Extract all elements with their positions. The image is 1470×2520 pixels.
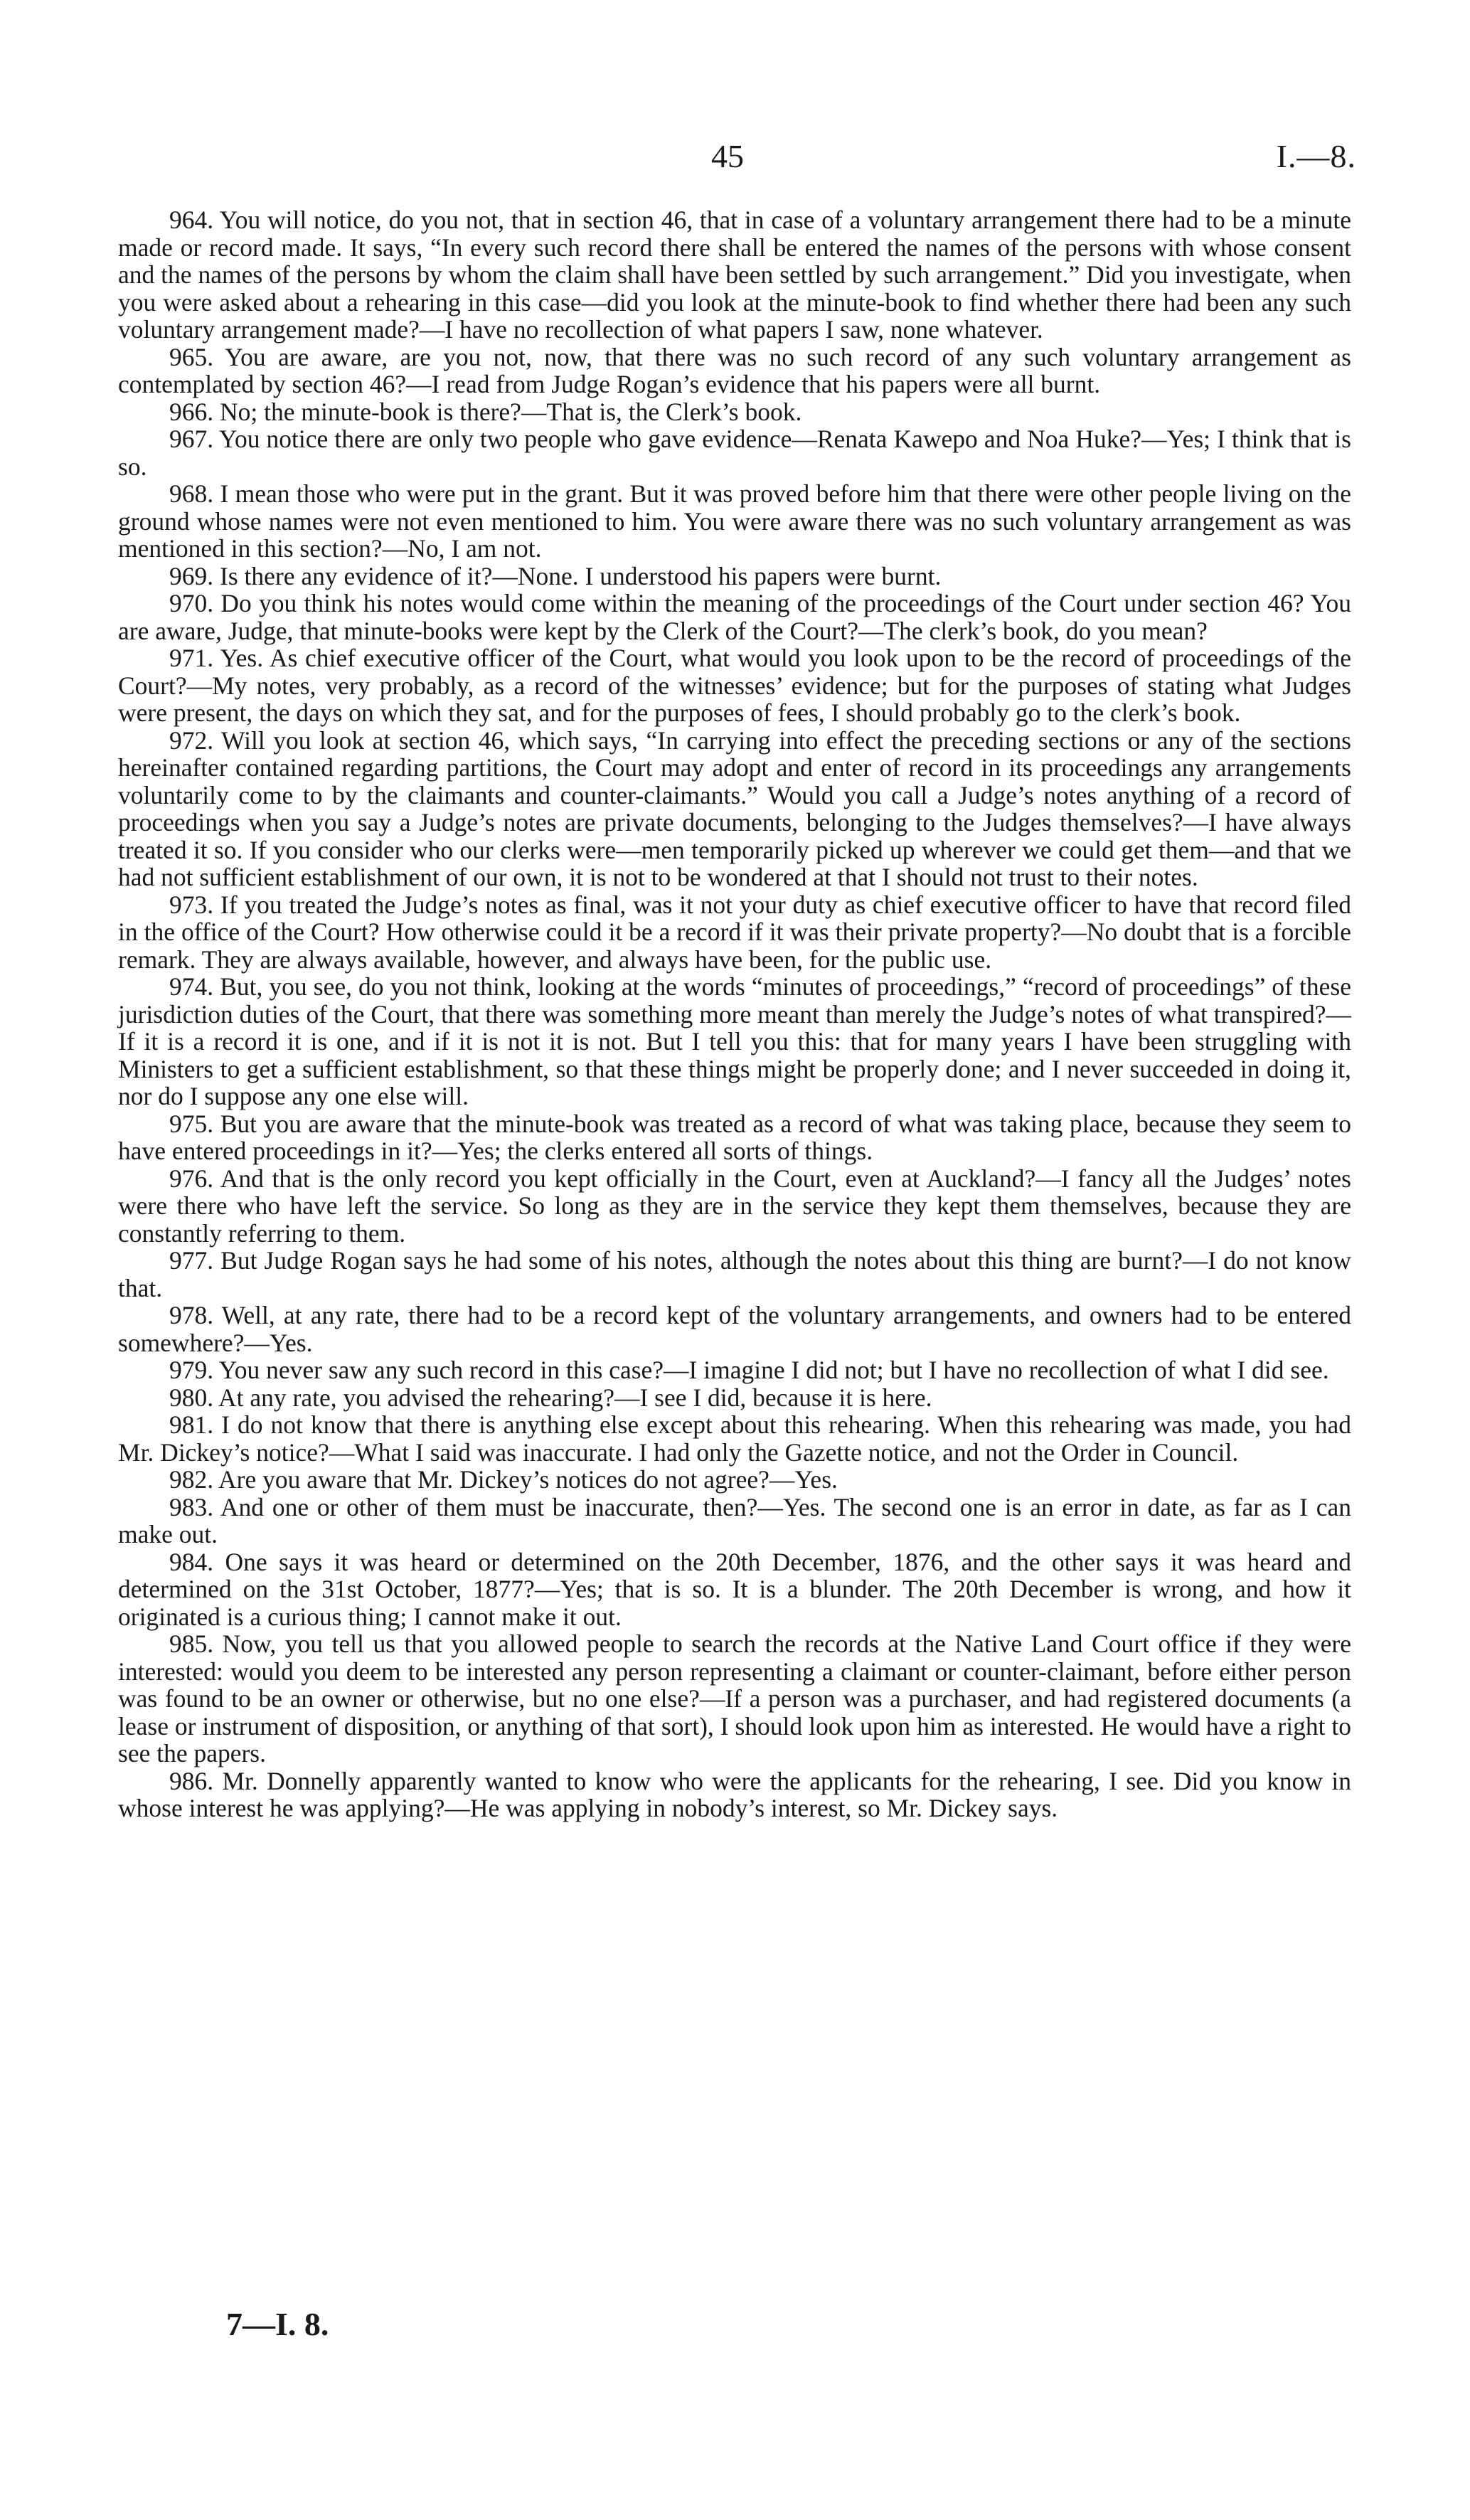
document-reference: I.—8. xyxy=(1276,138,1356,174)
paragraph-970: 970. Do you think his notes would come within the meaning of the proceedings of the Court under section 46? You are aware, Judge, that minute-books were kept by the Clerk of the Court?—The clerk’s book, do you mean? xyxy=(118,589,1351,645)
paragraph-985: 985. Now, you tell us that you allowed people to search the records at the Native Land Court office if they were interested: would you deem to be interested any person representing a claimant or counter-claimant, before either person was found to be an owner or otherwise, but no one else?—If a person was a purchaser, and had registered documents (a lease or instrument of disposition, or anything of that sort), I should look upon him as interested. He would have a right to see the papers. xyxy=(118,1630,1351,1767)
paragraph-983: 983. And one or other of them must be inaccurate, then?—Yes. The second one is an error in date, as far as I can make out. xyxy=(118,1492,1351,1548)
page-number: 45 xyxy=(711,138,744,174)
paragraph-979: 979. You never saw any such record in this case?—I imagine I did not; but I have no recollection of what I did see. xyxy=(169,1356,1329,1384)
paragraph-965: 965. You are aware, are you not, now, that there was no such record of any such voluntary arrangement as contemplated by section 46?—I read from Judge Rogan’s evidence that his papers were all burnt. xyxy=(118,342,1351,398)
paragraph-969: 969. Is there any evidence of it?—None. I understood his papers were burnt. xyxy=(169,561,942,590)
page-header xyxy=(0,135,1470,178)
paragraph-978: 978. Well, at any rate, there had to be a record kept of the voluntary arrangements, and owners had to be entered somewhere?—Yes. xyxy=(118,1301,1351,1357)
paragraph-974: 974. But, you see, do you not think, looking at the words “minutes of proceedings,” “record of proceedings” of these jurisdiction duties of the Court, that there was something more meant than merely the Judge’s notes of what transpired?—If it is a record it is one, and if it is not it is not. But I tell you this: that for many years I have been struggling with Ministers to get a sufficient establishment, so that these things might be properly done; and I never succeeded in doing it, nor do I suppose any one else will. xyxy=(118,972,1351,1110)
paragraph-967: 967. You notice there are only two people who gave evidence—Renata Kawepo and Noa Huke?—Yes; I think that is so. xyxy=(118,425,1351,481)
paragraph-984: 984. One says it was heard or determined on the 20th December, 1876, and the other says it was heard and determined on the 31st October, 1877?—Yes; that is so. It is a blunder. The 20th December is wrong, and how it originated is a curious thing; I cannot make it out. xyxy=(118,1547,1351,1631)
testimony-body xyxy=(118,206,1351,1822)
paragraph-968: 968. I mean those who were put in the grant. But it was proved before him that there were other people living on the ground whose names were not even mentioned to him. You were aware there was no such voluntary arrangement as was mentioned in this section?—No, I am not. xyxy=(118,479,1351,563)
paragraph-977: 977. But Judge Rogan says he had some of his notes, although the notes about this thing are burnt?—I do not know that. xyxy=(118,1246,1351,1302)
paragraph-972: 972. Will you look at section 46, which says, “In carrying into effect the preceding sections or any of the sections hereinafter contained regarding partitions, the Court may adopt and enter of record in its proceedings any arrangements voluntarily come to by the claimants and counter-claimants.” Would you call a Judge’s notes anything of a record of proceedings when you say a Judge’s notes are private documents, belonging to the Judges themselves?—I have always treated it so. If you consider who our clerks were—men temporarily picked up wherever we could get them—and that we had not sufficient establishment of our own, it is not to be wondered at that I should not trust to their notes. xyxy=(118,725,1351,891)
paragraph-964: 964. You will notice, do you not, that in section 46, that in case of a voluntary arrangement there had to be a minute made or record made. It says, “In every such record there shall be entered the names of the persons with whose consent and the names of the persons by whom the claim shall have been settled by such arrangement.” Did you investigate, when you were asked about a rehearing in this case—did you look at the minute-book to find whether there had been any such voluntary arrangement made?—I have no recollection of what papers I saw, none whatever. xyxy=(118,206,1351,344)
paragraph-980: 980. At any rate, you advised the rehearing?—I see I did, because it is here. xyxy=(169,1383,932,1412)
paragraph-982: 982. Are you aware that Mr. Dickey’s notices do not agree?—Yes. xyxy=(169,1465,838,1494)
paragraph-971: 971. Yes. As chief executive officer of the Court, what would you look upon to be the record of proceedings of the Court?—My notes, very probably, as a record of the witnesses’ evidence; but for the purposes of stating what Judges were present, the days on which they sat, and for the purposes of fees, I should probably go to the clerk’s book. xyxy=(118,644,1351,727)
paragraph-966: 966. No; the minute-book is there?—That is, the Clerk’s book. xyxy=(169,397,802,426)
paragraph-973: 973. If you treated the Judge’s notes as final, was it not your duty as chief executive officer to have that record filed in the office of the Court? How otherwise could it be a record if it was their private property?—No doubt that is a forcible remark. They are always available, however, and always have been, for the public use. xyxy=(118,890,1351,974)
paragraph-976: 976. And that is the only record you kept officially in the Court, even at Auckland?—I fancy all the Judges’ notes were there who have left the service. So long as they are in the service they kept them themselves, because they are constantly referring to them. xyxy=(118,1164,1351,1248)
printer-signature: 7—I. 8. xyxy=(226,2306,329,2342)
paragraph-986: 986. Mr. Donnelly apparently wanted to know who were the applicants for the rehearing, I see. Did you know in whose interest he was applying?—He was applying in nobody’s interest, so Mr. Dickey says. xyxy=(118,1766,1351,1822)
paragraph-981: 981. I do not know that there is anything else except about this rehearing. When this rehearing was made, you had Mr. Dickey’s notice?—What I said was inaccurate. I had only the Gazette notice, and not the Order in Council. xyxy=(118,1410,1351,1467)
paragraph-975: 975. But you are aware that the minute-book was treated as a record of what was taking place, because they seem to have entered proceedings in it?—Yes; the clerks entered all sorts of things. xyxy=(118,1109,1351,1165)
